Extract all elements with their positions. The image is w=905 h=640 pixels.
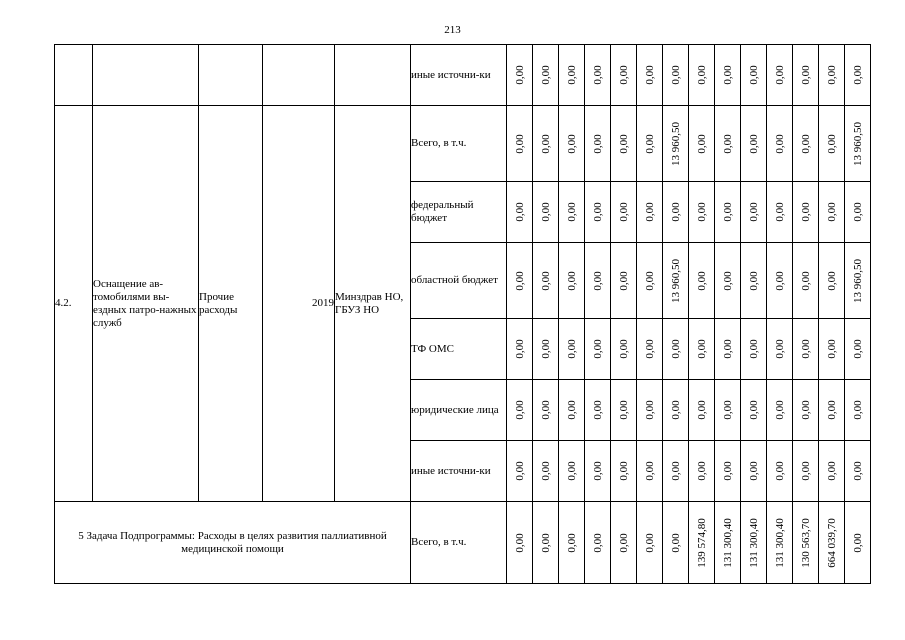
- value-text: 0,00: [721, 461, 734, 481]
- value-cell: [585, 45, 611, 106]
- value-cell: [611, 45, 637, 106]
- value-cell: [507, 106, 533, 182]
- value-text: 13 960,50: [851, 258, 864, 303]
- value-cell: [507, 45, 533, 106]
- value-cell: [845, 380, 871, 441]
- value-cell: [533, 106, 559, 182]
- value-text: 0,00: [513, 65, 526, 85]
- value-cell: [845, 45, 871, 106]
- value-text: 0,00: [643, 133, 656, 154]
- value-cell: [819, 182, 845, 243]
- funding-source: иные источни-ки: [411, 45, 507, 106]
- value-cell: [793, 441, 819, 502]
- value-text: 0,00: [773, 461, 786, 481]
- value-text: 13 960,50: [669, 121, 682, 166]
- value-text: 0,00: [721, 400, 734, 420]
- value-cell: [663, 380, 689, 441]
- value-cell: [559, 106, 585, 182]
- value-cell: [611, 106, 637, 182]
- value-cell: [767, 502, 793, 584]
- value-text: 0,00: [721, 202, 734, 222]
- executor: Минздрав НО, ГБУЗ НО: [335, 106, 411, 502]
- value-cell: [715, 45, 741, 106]
- value-text: 13 960,50: [669, 258, 682, 303]
- value-text: 0,00: [825, 400, 838, 420]
- value-cell: [715, 182, 741, 243]
- item-number: 4.2.: [55, 106, 93, 502]
- value-cell: [585, 319, 611, 380]
- value-cell: [559, 45, 585, 106]
- value-cell: [689, 502, 715, 584]
- value-text: 0,00: [617, 532, 630, 553]
- value-text: 0,00: [747, 400, 760, 420]
- empty-cell: [263, 45, 335, 106]
- value-text: 0,00: [799, 270, 812, 291]
- value-cell: [637, 45, 663, 106]
- value-cell: [793, 502, 819, 584]
- value-text: 0,00: [747, 202, 760, 222]
- value-cell: [715, 441, 741, 502]
- value-text: 0,00: [747, 461, 760, 481]
- value-cell: [559, 243, 585, 319]
- value-cell: [507, 319, 533, 380]
- value-cell: [793, 45, 819, 106]
- value-cell: [533, 319, 559, 380]
- value-text: 0,00: [643, 461, 656, 481]
- value-cell: [663, 243, 689, 319]
- value-cell: [533, 441, 559, 502]
- value-text: 0,00: [591, 400, 604, 420]
- value-cell: [585, 502, 611, 584]
- value-text: 0,00: [539, 339, 552, 359]
- value-cell: [793, 106, 819, 182]
- value-text: 0,00: [539, 133, 552, 154]
- value-text: 0,00: [617, 270, 630, 291]
- value-cell: [559, 502, 585, 584]
- value-cell: [507, 441, 533, 502]
- value-text: 0,00: [539, 202, 552, 222]
- value-text: 0,00: [773, 270, 786, 291]
- value-cell: [507, 502, 533, 584]
- value-text: 0,00: [617, 400, 630, 420]
- value-text: 0,00: [539, 270, 552, 291]
- value-text: 0,00: [747, 339, 760, 359]
- value-cell: [715, 106, 741, 182]
- value-text: 0,00: [591, 270, 604, 291]
- value-text: 0,00: [617, 202, 630, 222]
- value-text: 0,00: [851, 400, 864, 420]
- value-cell: [533, 502, 559, 584]
- value-text: 0,00: [825, 133, 838, 154]
- value-cell: [663, 441, 689, 502]
- value-text: 0,00: [773, 133, 786, 154]
- value-text: 0,00: [721, 339, 734, 359]
- value-text: 0,00: [695, 339, 708, 359]
- value-cell: [637, 441, 663, 502]
- value-cell: [637, 319, 663, 380]
- value-cell: [767, 319, 793, 380]
- value-cell: [767, 243, 793, 319]
- value-text: 0,00: [721, 133, 734, 154]
- value-cell: [689, 106, 715, 182]
- value-text: 0,00: [643, 339, 656, 359]
- value-text: 0,00: [695, 65, 708, 85]
- value-text: 0,00: [591, 133, 604, 154]
- empty-cell: [93, 45, 199, 106]
- value-text: 0,00: [669, 339, 682, 359]
- value-text: 0,00: [773, 202, 786, 222]
- value-text: 0,00: [747, 65, 760, 85]
- value-cell: [689, 45, 715, 106]
- task-row: [55, 502, 871, 584]
- value-text: 664 039,70: [825, 517, 838, 568]
- empty-cell: [55, 45, 93, 106]
- value-cell: [559, 182, 585, 243]
- value-cell: [819, 380, 845, 441]
- value-text: 0,00: [695, 461, 708, 481]
- value-text: 0,00: [643, 202, 656, 222]
- expense-type: Прочие расходы: [199, 106, 263, 502]
- value-cell: [689, 243, 715, 319]
- table-row: [55, 106, 871, 182]
- funding-source: федеральный бюджет: [411, 182, 507, 243]
- value-text: 0,00: [617, 339, 630, 359]
- value-cell: [715, 243, 741, 319]
- value-text: 0,00: [565, 270, 578, 291]
- value-text: 0,00: [851, 339, 864, 359]
- value-text: 0,00: [669, 461, 682, 481]
- value-text: 0,00: [851, 461, 864, 481]
- value-text: 0,00: [513, 461, 526, 481]
- value-text: 0,00: [825, 270, 838, 291]
- value-cell: [845, 106, 871, 182]
- value-text: 0,00: [669, 202, 682, 222]
- value-cell: [637, 380, 663, 441]
- value-cell: [611, 441, 637, 502]
- value-text: 0,00: [799, 400, 812, 420]
- funding-source: Всего, в т.ч.: [411, 106, 507, 182]
- value-text: 0,00: [695, 270, 708, 291]
- value-cell: [767, 182, 793, 243]
- value-cell: [585, 441, 611, 502]
- value-cell: [767, 45, 793, 106]
- value-cell: [845, 182, 871, 243]
- value-text: 131 300,40: [721, 517, 734, 568]
- value-cell: [663, 502, 689, 584]
- value-text: 0,00: [643, 65, 656, 85]
- value-text: 0,00: [643, 532, 656, 553]
- value-text: 0,00: [513, 202, 526, 222]
- value-text: 0,00: [773, 65, 786, 85]
- value-cell: [611, 319, 637, 380]
- value-text: 0,00: [591, 65, 604, 85]
- value-cell: [663, 45, 689, 106]
- value-cell: [507, 243, 533, 319]
- value-text: 0,00: [747, 270, 760, 291]
- value-cell: [663, 182, 689, 243]
- value-cell: [819, 502, 845, 584]
- value-text: 139 574,80: [695, 517, 708, 568]
- empty-cell: [335, 45, 411, 106]
- value-cell: [585, 106, 611, 182]
- value-cell: [741, 502, 767, 584]
- value-text: 0,00: [565, 461, 578, 481]
- value-text: 0,00: [799, 461, 812, 481]
- value-text: 0,00: [851, 532, 864, 553]
- value-cell: [819, 243, 845, 319]
- funding-source: юридические лица: [411, 380, 507, 441]
- value-text: 0,00: [565, 339, 578, 359]
- value-text: 0,00: [825, 461, 838, 481]
- value-cell: [819, 441, 845, 502]
- value-cell: [715, 319, 741, 380]
- value-text: 0,00: [695, 202, 708, 222]
- value-cell: [559, 441, 585, 502]
- value-cell: [741, 45, 767, 106]
- year: 2019: [263, 106, 335, 502]
- value-text: 13 960,50: [851, 121, 864, 166]
- value-text: 0,00: [825, 65, 838, 85]
- value-text: 0,00: [825, 202, 838, 222]
- value-cell: [819, 106, 845, 182]
- value-cell: [741, 319, 767, 380]
- value-text: 0,00: [539, 461, 552, 481]
- value-cell: [715, 380, 741, 441]
- value-text: 0,00: [591, 339, 604, 359]
- funding-source: иные источни-ки: [411, 441, 507, 502]
- value-text: 0,00: [799, 65, 812, 85]
- value-cell: [611, 502, 637, 584]
- value-text: 131 300,40: [773, 517, 786, 568]
- value-cell: [637, 243, 663, 319]
- value-cell: [845, 243, 871, 319]
- value-cell: [663, 319, 689, 380]
- value-cell: [611, 243, 637, 319]
- value-text: 0,00: [825, 339, 838, 359]
- value-text: 0,00: [799, 202, 812, 222]
- value-cell: [793, 243, 819, 319]
- value-text: 0,00: [513, 532, 526, 553]
- value-text: 0,00: [721, 270, 734, 291]
- value-cell: [767, 441, 793, 502]
- value-cell: [533, 243, 559, 319]
- value-text: 130 563,70: [799, 517, 812, 568]
- value-text: 0,00: [669, 65, 682, 85]
- value-text: 0,00: [565, 400, 578, 420]
- value-cell: [637, 182, 663, 243]
- value-text: 0,00: [669, 532, 682, 553]
- value-cell: [585, 380, 611, 441]
- value-cell: [689, 319, 715, 380]
- value-text: 0,00: [513, 339, 526, 359]
- value-cell: [689, 182, 715, 243]
- value-cell: [741, 106, 767, 182]
- value-cell: [637, 106, 663, 182]
- value-text: 0,00: [513, 270, 526, 291]
- value-text: 0,00: [643, 270, 656, 291]
- value-text: 0,00: [669, 400, 682, 420]
- value-cell: [741, 182, 767, 243]
- value-cell: [533, 45, 559, 106]
- value-text: 0,00: [513, 133, 526, 154]
- value-text: 0,00: [591, 532, 604, 553]
- value-cell: [585, 243, 611, 319]
- value-cell: [715, 502, 741, 584]
- empty-cell: [199, 45, 263, 106]
- table-row: [55, 45, 871, 106]
- value-cell: [845, 502, 871, 584]
- value-text: 131 300,40: [747, 517, 760, 568]
- value-text: 0,00: [539, 400, 552, 420]
- value-cell: [793, 182, 819, 243]
- page-number: 213: [444, 24, 461, 36]
- value-cell: [611, 182, 637, 243]
- value-text: 0,00: [695, 400, 708, 420]
- value-text: 0,00: [591, 202, 604, 222]
- value-cell: [845, 319, 871, 380]
- value-cell: [767, 380, 793, 441]
- value-text: 0,00: [643, 400, 656, 420]
- value-text: 0,00: [513, 400, 526, 420]
- value-text: 0,00: [799, 133, 812, 154]
- value-text: 0,00: [539, 65, 552, 85]
- value-cell: [741, 380, 767, 441]
- value-cell: [689, 380, 715, 441]
- value-text: 0,00: [773, 400, 786, 420]
- value-cell: [793, 380, 819, 441]
- value-text: 0,00: [721, 65, 734, 85]
- value-cell: [819, 319, 845, 380]
- value-cell: [767, 106, 793, 182]
- value-cell: [559, 380, 585, 441]
- value-cell: [507, 380, 533, 441]
- item-name: Оснащение ав-томобилями вы-ездных патро-нажных служб: [93, 106, 199, 502]
- funding-source: областной бюджет: [411, 243, 507, 319]
- value-text: 0,00: [565, 133, 578, 154]
- value-cell: [533, 380, 559, 441]
- value-cell: [741, 441, 767, 502]
- value-text: 0,00: [695, 133, 708, 154]
- value-text: 0,00: [617, 65, 630, 85]
- value-text: 0,00: [565, 202, 578, 222]
- value-cell: [689, 441, 715, 502]
- value-cell: [741, 243, 767, 319]
- funding-source: Всего, в т.ч.: [411, 502, 507, 584]
- value-cell: [559, 319, 585, 380]
- value-cell: [793, 319, 819, 380]
- value-text: 0,00: [747, 133, 760, 154]
- value-text: 0,00: [617, 133, 630, 154]
- value-text: 0,00: [539, 532, 552, 553]
- value-text: 0,00: [799, 339, 812, 359]
- value-text: 0,00: [617, 461, 630, 481]
- value-text: 0,00: [591, 461, 604, 481]
- value-cell: [533, 182, 559, 243]
- budget-table: [54, 44, 871, 584]
- value-text: 0,00: [565, 65, 578, 85]
- value-cell: [845, 441, 871, 502]
- value-text: 0,00: [851, 65, 864, 85]
- value-cell: [637, 502, 663, 584]
- funding-source: ТФ ОМС: [411, 319, 507, 380]
- task-label: 5 Задача Подпрограммы: Расходы в целях развития паллиативной медицинской помощи: [55, 502, 411, 584]
- value-cell: [507, 182, 533, 243]
- value-text: 0,00: [851, 202, 864, 222]
- value-cell: [663, 106, 689, 182]
- value-cell: [611, 380, 637, 441]
- value-text: 0,00: [565, 532, 578, 553]
- value-cell: [585, 182, 611, 243]
- value-cell: [819, 45, 845, 106]
- value-text: 0,00: [773, 339, 786, 359]
